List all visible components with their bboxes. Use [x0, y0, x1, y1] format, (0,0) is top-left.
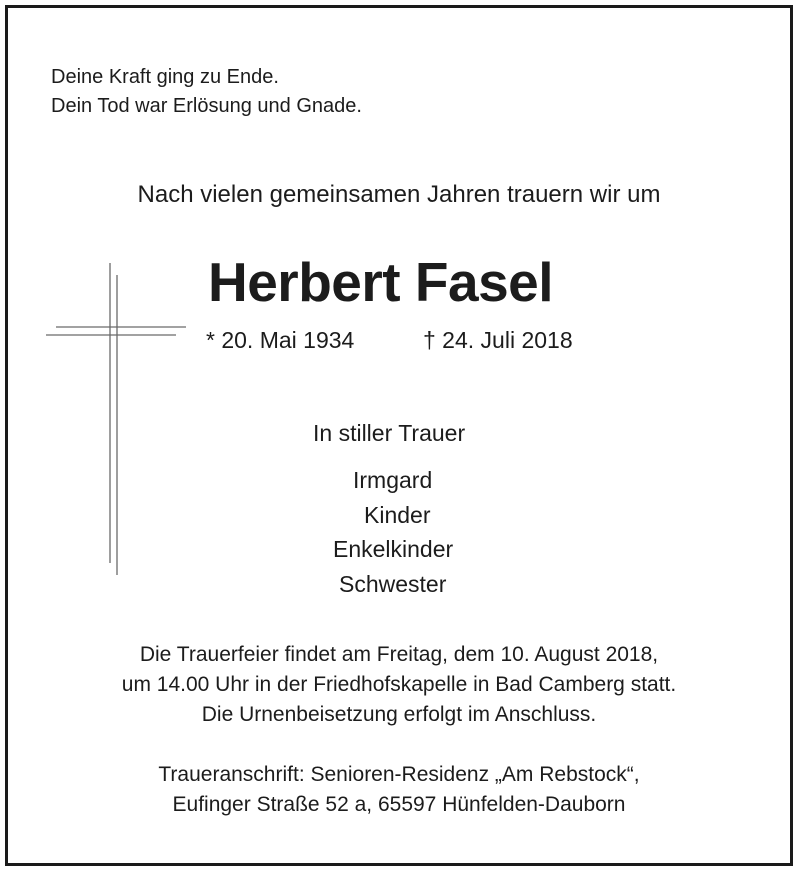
ceremony-line-2: um 14.00 Uhr in der Friedhofskapelle in Bad Camberg statt. — [121, 673, 677, 696]
ceremony-line-1: Die Trauerfeier findet am Freitag, dem 10. August 2018, — [139, 643, 659, 666]
mourner-name: Irmgard — [353, 467, 433, 493]
ceremony-line-3: Die Urnenbeisetzung erfolgt im Anschluss. — [201, 703, 597, 726]
address-line-1: Traueranschrift: Senioren-Residenz „Am Rebstock“, — [158, 763, 640, 786]
mourner-name: Schwester — [339, 571, 447, 597]
mourner-name: Kinder — [364, 502, 431, 528]
obituary-notice — [5, 5, 793, 866]
motto-line-2: Dein Tod war Erlösung und Gnade. — [51, 95, 362, 117]
deceased-name: Herbert Fasel — [208, 251, 554, 313]
address-line-2: Eufinger Straße 52 a, 65597 Hünfelden-Dauborn — [172, 793, 626, 816]
intro-line: Nach vielen gemeinsamen Jahren trauern wir um — [137, 181, 661, 208]
mourner-name: Enkelkinder — [333, 536, 454, 562]
motto-line-1: Deine Kraft ging zu Ende. — [51, 66, 279, 88]
birth-date: * 20. Mai 1934 — [206, 327, 355, 353]
death-date: † 24. Juli 2018 — [423, 327, 573, 353]
latin-cross-icon — [46, 263, 186, 575]
mourning-heading: In stiller Trauer — [313, 420, 466, 446]
